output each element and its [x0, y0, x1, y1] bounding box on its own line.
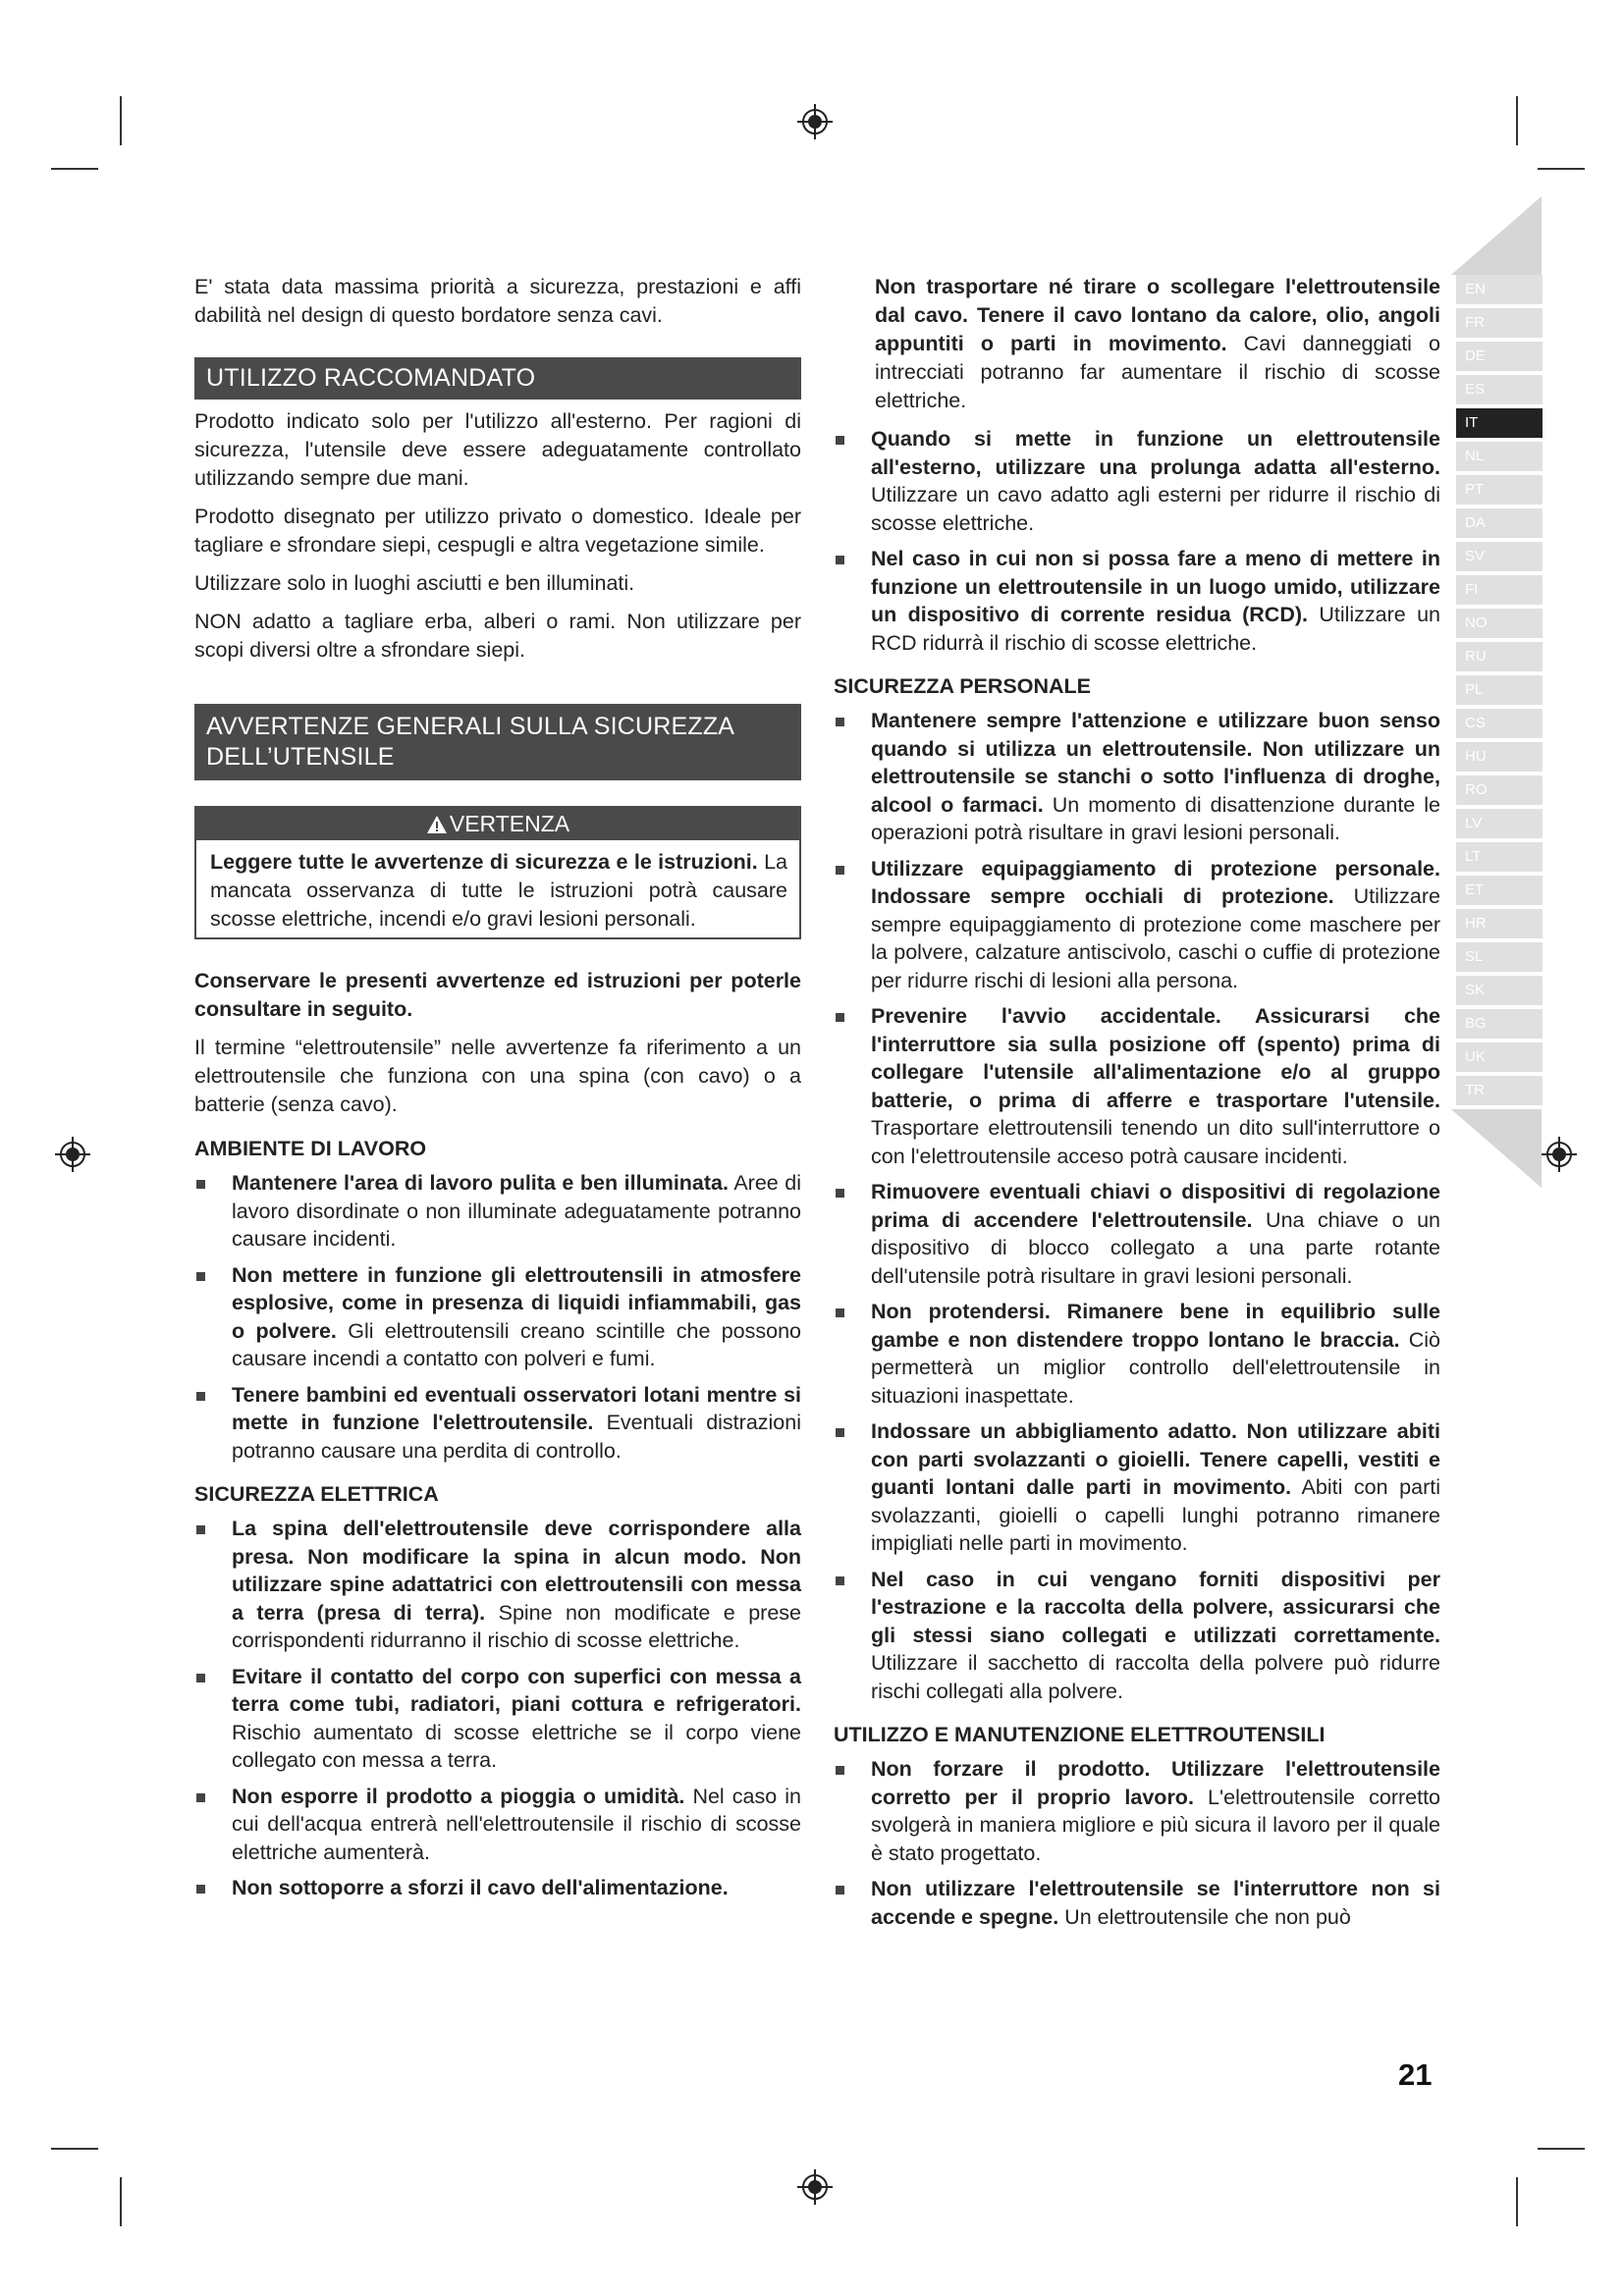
warning-body	[196, 840, 799, 937]
lang-tab-es[interactable]: ES	[1456, 375, 1543, 404]
crop-mark	[1516, 96, 1518, 145]
lang-tab-hu[interactable]: HU	[1456, 742, 1543, 772]
tool-use-list	[834, 1755, 1440, 1931]
lang-tab-nl[interactable]: NL	[1456, 442, 1543, 471]
right-column	[834, 273, 1440, 1939]
lang-tab-pl[interactable]: PL	[1456, 675, 1543, 705]
list-item: Quando si mette in funzione un elettroutensile all'esterno, utilizzare una prolunga adatta all'esterno. Utilizzare un cavo adatto agli esterni per ridurre il rischio di scosse elettriche.	[834, 425, 1440, 537]
intro-text: E' stata data massima priorità a sicurezza, prestazioni e affi dabilità nel design di questo bordatore senza cavi.	[194, 275, 801, 327]
section-heading-recommended-use: UTILIZZO RACCOMANDATO	[194, 357, 801, 400]
crop-mark	[51, 168, 98, 170]
list-item: Non forzare il prodotto. Utilizzare l'elettroutensile corretto per il proprio lavoro. L'elettroutensile corretto svolgerà in maniera migliore e più sicura il lavoro per il quale è stato progettato.	[834, 1755, 1440, 1867]
subheading-electrical-safety: SICUREZZA ELETTRICA	[194, 1482, 439, 1506]
lang-tab-no[interactable]: NO	[1456, 609, 1543, 638]
lang-tab-bg[interactable]: BG	[1456, 1009, 1543, 1039]
list-item: Rimuovere eventuali chiavi o dispositivi di regolazione prima di accendere l'elettroutensile. Una chiave o un dispositivo di blocco collegato a una parte rotante dell'utensile potrà risultare in gravi lesioni personali.	[834, 1178, 1440, 1290]
lang-tab-sl[interactable]: SL	[1456, 942, 1543, 972]
list-item: Non utilizzare l'elettroutensile se l'interruttore non si accende e spegne. Un elettroutensile che non può	[834, 1875, 1440, 1931]
crop-mark	[1516, 2177, 1518, 2226]
heading-line: DELL’UTENSILE	[206, 743, 395, 771]
lang-tab-ro[interactable]: RO	[1456, 775, 1543, 805]
warning-box	[194, 806, 801, 939]
heading-line: AVVERTENZE GENERALI SULLA SICUREZZA	[206, 713, 735, 740]
language-tabs	[1456, 275, 1543, 1109]
lang-tab-sv[interactable]: SV	[1456, 542, 1543, 571]
registration-mark-icon	[53, 1135, 92, 1174]
work-area-list	[194, 1169, 801, 1465]
section-heading-general-warnings	[194, 704, 801, 780]
personal-safety-list	[834, 707, 1440, 1705]
lang-tab-en[interactable]: EN	[1456, 275, 1543, 304]
paragraph: Prodotto indicato solo per l'utilizzo all'esterno. Per ragioni di sicurezza, l'utensile deve essere adeguatamente controllato utilizzando sempre due mani.	[194, 409, 801, 490]
lang-tab-cs[interactable]: CS	[1456, 709, 1543, 738]
lang-tab-hr[interactable]: HR	[1456, 909, 1543, 938]
list-item: Utilizzare equipaggiamento di protezione personale. Indossare sempre occhiali di protezione. Utilizzare sempre equipaggiamento di protezione come maschere per la polvere, calzature antiscivolo, caschi o cuffie di protezione per ridurre rischi di lesioni alla persona.	[834, 855, 1440, 995]
subheading-work-area: AMBIENTE DI LAVORO	[194, 1137, 427, 1160]
paragraph: NON adatto a tagliare erba, alberi o rami. Non utilizzare per scopi diversi oltre a sfrondare siepi.	[194, 610, 801, 662]
list-item: Non esporre il prodotto a pioggia o umidità. Nel caso in cui dell'acqua entrerà nell'elettroutensile il rischio di scosse elettriche aumenterà.	[194, 1783, 801, 1867]
list-item: Tenere bambini ed eventuali osservatori lotani mentre si mette in funzione l'elettroutensile. Eventuali distrazioni potranno causare una perdita di controllo.	[194, 1381, 801, 1466]
list-item: Indossare un abbigliamento adatto. Non utilizzare abiti con parti svolazzanti o gioielli. Tenere capelli, vestiti e guanti lontani dalle parti in movimento. Abiti con parti svolazzanti, gioielli o capelli lunghi potranno rimanere impigliati nelle parti in movimento.	[834, 1417, 1440, 1558]
page-number: 21	[1398, 2057, 1433, 2092]
list-item: Non sottoporre a sforzi il cavo dell'alimentazione.	[194, 1874, 801, 1902]
lang-tab-da[interactable]: DA	[1456, 508, 1543, 538]
list-item: Nel caso in cui non si possa fare a meno di mettere in funzione un elettroutensile in un luogo umido, utilizzare un dispositivo di corrente residua (RCD). Utilizzare un RCD ridurrà il rischio di scosse elettriche.	[834, 545, 1440, 657]
crop-mark	[120, 96, 122, 145]
warning-header	[196, 808, 799, 840]
lang-tab-fi[interactable]: FI	[1456, 575, 1543, 605]
electrical-safety-list	[194, 1515, 801, 1902]
lang-tab-et[interactable]: ET	[1456, 876, 1543, 905]
electrical-safety-list-cont	[834, 425, 1440, 657]
lang-tab-fr[interactable]: FR	[1456, 308, 1543, 338]
subheading-tool-use: UTILIZZO E MANUTENZIONE ELETTROUTENSILI	[834, 1723, 1326, 1746]
lang-tab-sk[interactable]: SK	[1456, 976, 1543, 1005]
lang-tab-uk[interactable]: UK	[1456, 1042, 1543, 1072]
list-item: Mantenere sempre l'attenzione e utilizzare buon senso quando si utilizza un elettroutensile. Non utilizzare un elettroutensile se stanchi o sotto l'influenza di droghe, alcool o farmaci. Un momento di disattenzione durante le operazioni potrà risultare in gravi lesioni personali.	[834, 707, 1440, 847]
list-item: Non mettere in funzione gli elettroutensili in atmosfere esplosive, come in presenza di liquidi infiammabili, gas o polvere. Gli elettroutensili creano scintille che possono causare incendi a contatto con polveri e fumi.	[194, 1261, 801, 1373]
registration-mark-icon	[795, 102, 835, 141]
lang-tab-lv[interactable]: LV	[1456, 809, 1543, 838]
list-item: Prevenire l'avvio accidentale. Assicurarsi che l'interruttore sia sulla posizione off (spento) prima di collegare l'utensile all'alimentazione e/o al gruppo batterie, o prima di afferre e trasportare l'utensile. Trasportare elettroutensili tenendo un dito sull'interruttore o con l'elettroutensile acceso potrà causare incidenti.	[834, 1002, 1440, 1170]
lang-tab-tr[interactable]: TR	[1456, 1076, 1543, 1105]
crop-mark	[120, 2177, 122, 2226]
lang-tab-de[interactable]: DE	[1456, 342, 1543, 371]
registration-mark-icon	[1540, 1135, 1579, 1174]
list-item: Nel caso in cui vengano forniti dispositivi per l'estrazione e la raccolta della polvere, assicurarsi che gli stessi siano collegati e utilizzati correttamente. Utilizzare il sacchetto di raccolta della polvere può ridurre rischi collegati alla polvere.	[834, 1566, 1440, 1706]
paragraph: Utilizzare solo in luoghi asciutti e ben illuminati.	[194, 571, 635, 595]
crop-mark	[1538, 2148, 1585, 2150]
warning-triangle-icon	[426, 815, 448, 834]
continued-item: Non trasportare né tirare o scollegare l'elettroutensile dal cavo. Tenere il cavo lontano da calore, olio, angoli appuntiti o parti in movimento. Cavi danneggiati o intrecciati potranno far aumentare il rischio di scosse elettriche.	[875, 275, 1441, 412]
bold-text: Leggere tutte le avvertenze di sicurezza e le istruzioni.	[210, 850, 758, 874]
list-item: Non protendersi. Rimanere bene in equilibrio sulle gambe e non distendere troppo lontano le braccia. Ciò permetterà un miglior controllo dell'elettroutensile in situazioni inaspettate.	[834, 1298, 1440, 1410]
registration-mark-icon	[795, 2167, 835, 2207]
crop-mark	[1538, 168, 1585, 170]
term-definition: Il termine “elettroutensile” nelle avvertenze fa riferimento a un elettroutensile che funziona con una spina (con cavo) o a batterie (senza cavo).	[194, 1036, 801, 1116]
left-column	[194, 273, 801, 1910]
list-item: La spina dell'elettroutensile deve corrispondere alla presa. Non modificare la spina in alcun modo. Non utilizzare spine adattatrici con elettroutensili con messa a terra (presa di terra). Spine non modificate e prese corrispondenti ridurranno il rischio di scosse elettriche.	[194, 1515, 801, 1655]
lang-tab-pt[interactable]: PT	[1456, 475, 1543, 505]
lang-tab-ru[interactable]: RU	[1456, 642, 1543, 671]
list-item: Evitare il contatto del corpo con superfici con messa a terra come tubi, radiatori, piani cottura e refrigeratori. Rischio aumentato di scosse elettriche se il corpo viene collegato con messa a terra.	[194, 1663, 801, 1775]
lang-tab-it[interactable]: IT	[1456, 408, 1543, 438]
warning-title: VERTENZA	[449, 811, 570, 836]
keep-instructions: Conservare le presenti avvertenze ed istruzioni per poterle consultare in seguito.	[194, 969, 801, 1021]
subheading-personal-safety: SICUREZZA PERSONALE	[834, 674, 1091, 698]
paragraph: Prodotto disegnato per utilizzo privato o domestico. Ideale per tagliare e sfrondare siepi, cespugli e altra vegetazione simile.	[194, 505, 801, 557]
body-text: La mancata osservanza di tutte le istruzioni potrà causare scosse elettriche, incendi e/o gravi lesioni personali.	[210, 850, 788, 931]
list-item: Mantenere l'area di lavoro pulita e ben illuminata. Aree di lavoro disordinate o non illuminate adeguatamente potranno causare incidenti.	[194, 1169, 801, 1254]
crop-mark	[51, 2148, 98, 2150]
lang-tab-lt[interactable]: LT	[1456, 842, 1543, 872]
